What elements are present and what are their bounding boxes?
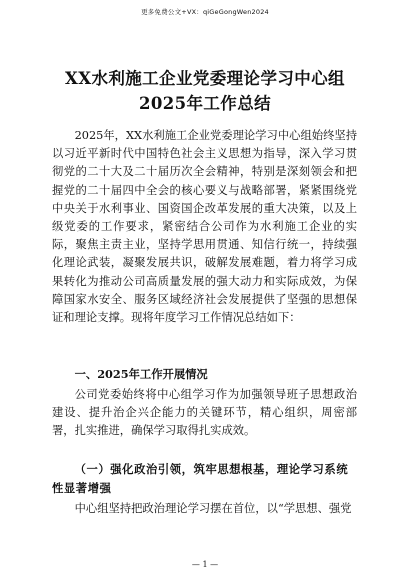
section-heading: 一、2025年工作开展情况 bbox=[74, 367, 208, 381]
header-note: 更多免费公文+VX：qiGeGongWen2024 bbox=[141, 8, 269, 16]
section-paragraph: 公司党委始终将中心组学习作为加强领导班子思想政治建设、提升治企兴企能力的关键环节，精心组织，周密部署，扎实推进，确保学习取得扎实成效。 bbox=[52, 388, 357, 438]
subsection-paragraph: 中心组坚持把政治理论学习摆在首位，以“学思想、强党 bbox=[74, 502, 352, 515]
subsection-heading: （一）强化政治引领，筑牢思想根基，理论学习系统性显著增强 bbox=[52, 462, 349, 495]
page-number: — 1 — bbox=[191, 560, 219, 569]
intro-paragraph: 2025年，XX水利施工企业党委理论学习中心组始终坚持以习近平新时代中国特色社会主义思想为指导，深入学习贯彻党的二十大及二十届历次全会精神，特别是深刻领会和把握党的二十届四中全会的核心要义与战略部署，紧紧围绕党中央关于水利事业、国资国企改革发展的重大决策，以及上级党委的工作要求，紧密结合公司作为水利施工企业的实际，聚焦主责主业，坚持学思用贯通、知信行统一，持续强化理论武装，凝聚发展共识，破解发展难题，着力将学习成果转化为推动公司高质量发展的强大动力和实际成效，为保障国家水安全、服务区域经济社会发展提供了坚强的思想保证和理论支撑。现将年度学习工作情况总结如下： bbox=[52, 129, 357, 325]
document-title-line-2: 2025年工作总结 bbox=[138, 94, 272, 113]
document-title-line-1: XX水利施工企业党委理论学习中心组 bbox=[65, 69, 345, 88]
